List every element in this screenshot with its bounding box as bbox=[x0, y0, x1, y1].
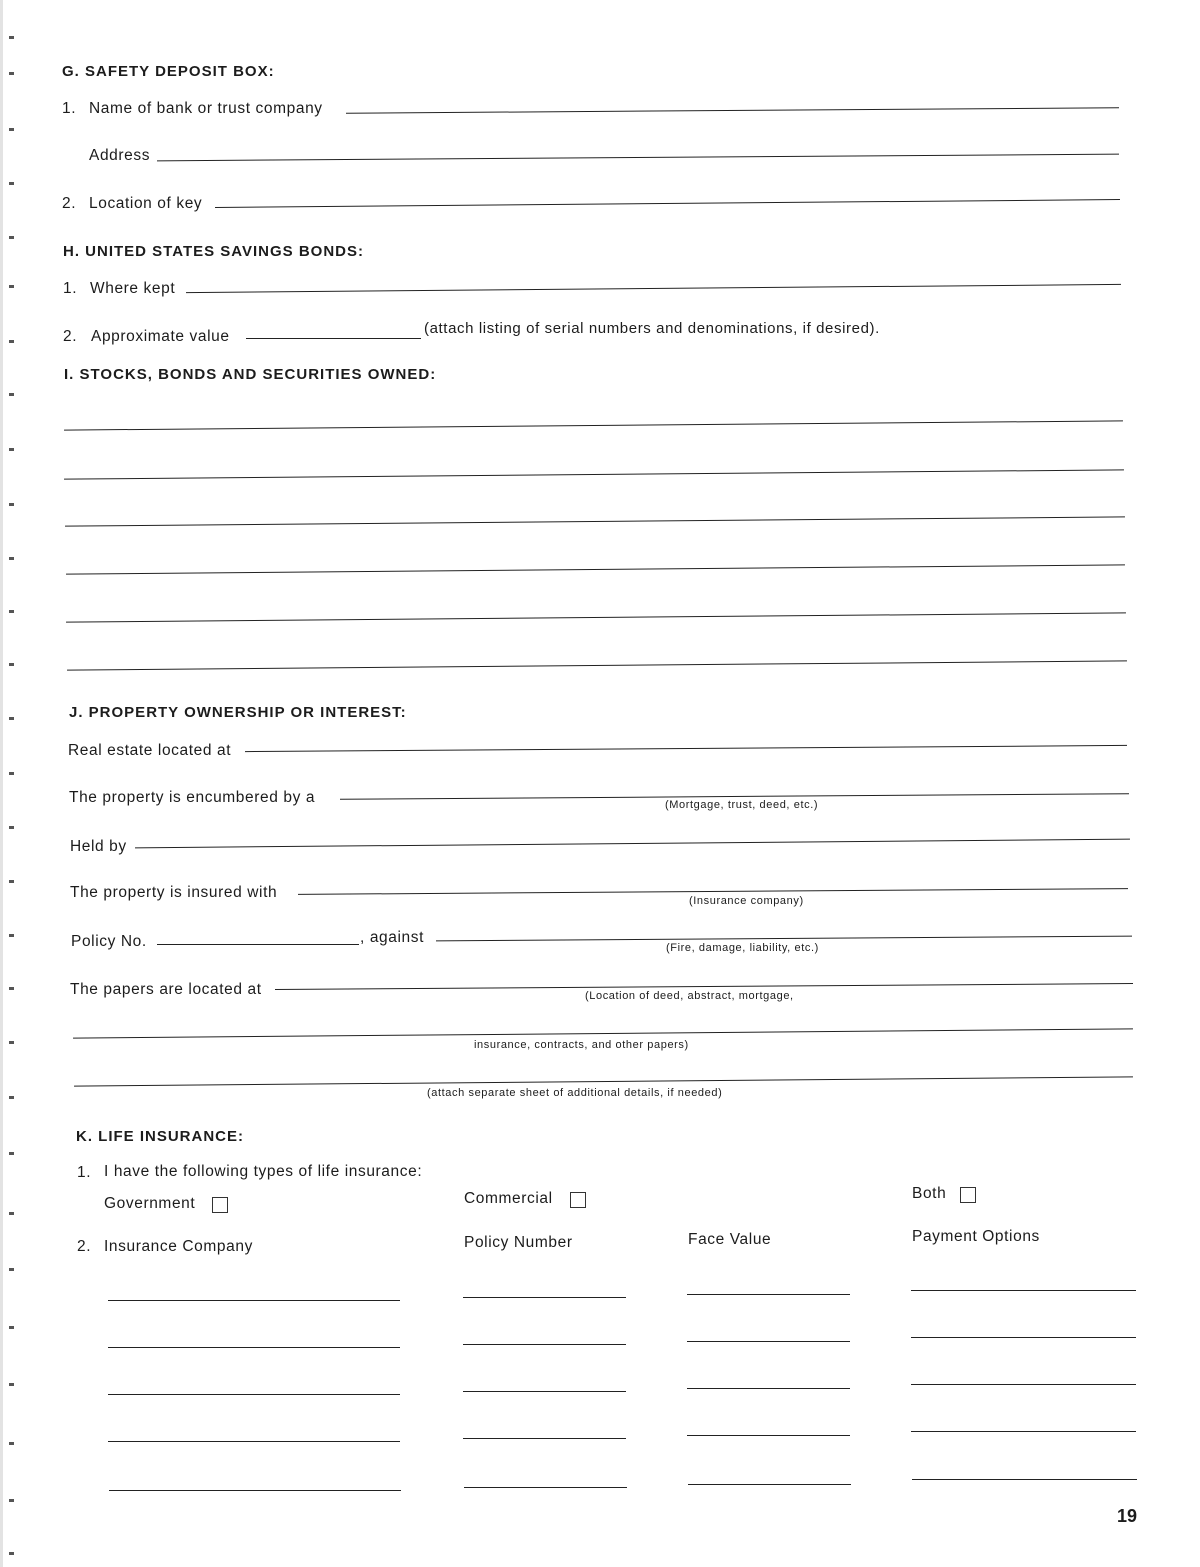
section-i-heading: I. STOCKS, BONDS AND SECURITIES OWNED: bbox=[64, 366, 437, 383]
bonds-where-kept-label: Where kept bbox=[90, 280, 176, 297]
against-label: , against bbox=[360, 929, 424, 946]
col-insurance-company: Insurance Company bbox=[104, 1238, 253, 1255]
insurance-types-label: I have the following types of life insurance: bbox=[104, 1163, 423, 1180]
policy-no-label: Policy No. bbox=[71, 933, 147, 950]
key-location-label: Location of key bbox=[89, 195, 203, 212]
item-number: 2. bbox=[62, 195, 77, 212]
page-edge bbox=[0, 0, 3, 1567]
policy-field-2[interactable] bbox=[463, 1344, 626, 1345]
securities-line-1[interactable] bbox=[64, 420, 1123, 430]
papers-location-field[interactable] bbox=[275, 983, 1133, 990]
company-field-5[interactable] bbox=[109, 1490, 401, 1491]
insured-with-label: The property is insured with bbox=[70, 884, 278, 901]
item-number: 1. bbox=[63, 280, 78, 297]
item-number: 2. bbox=[63, 328, 78, 345]
bonds-value-label: Approximate value bbox=[91, 328, 230, 345]
face-field-5[interactable] bbox=[688, 1484, 851, 1485]
payment-field-1[interactable] bbox=[911, 1290, 1136, 1291]
col-policy-number: Policy Number bbox=[464, 1234, 573, 1251]
papers-location-label: The papers are located at bbox=[70, 981, 262, 998]
securities-line-2[interactable] bbox=[64, 469, 1124, 479]
against-field[interactable] bbox=[436, 936, 1132, 942]
section-g-heading: G. SAFETY DEPOSIT BOX: bbox=[62, 63, 275, 80]
key-location-field[interactable] bbox=[215, 199, 1120, 208]
company-field-2[interactable] bbox=[108, 1347, 400, 1348]
policy-field-4[interactable] bbox=[463, 1438, 626, 1439]
real-estate-label: Real estate located at bbox=[68, 742, 232, 759]
commercial-label: Commercial bbox=[464, 1190, 553, 1207]
bank-name-field[interactable] bbox=[346, 107, 1119, 113]
policy-field-1[interactable] bbox=[463, 1297, 626, 1298]
both-checkbox[interactable] bbox=[960, 1187, 976, 1203]
against-caption: (Fire, damage, liability, etc.) bbox=[666, 942, 819, 954]
face-field-4[interactable] bbox=[687, 1435, 850, 1436]
held-by-field[interactable] bbox=[135, 839, 1130, 849]
additional-details-caption: (attach separate sheet of additional details, if needed) bbox=[427, 1087, 723, 1099]
papers-caption: insurance, contracts, and other papers) bbox=[474, 1039, 689, 1051]
commercial-checkbox[interactable] bbox=[570, 1192, 586, 1208]
bonds-where-kept-field[interactable] bbox=[186, 284, 1121, 293]
policy-field-3[interactable] bbox=[463, 1391, 626, 1392]
section-h-heading: H. UNITED STATES SAVINGS BONDS: bbox=[63, 243, 365, 260]
col-face-value: Face Value bbox=[688, 1231, 772, 1248]
address-label: Address bbox=[89, 147, 151, 164]
both-label: Both bbox=[912, 1185, 947, 1202]
face-field-2[interactable] bbox=[687, 1341, 850, 1342]
company-field-4[interactable] bbox=[108, 1441, 400, 1442]
insured-with-caption: (Insurance company) bbox=[689, 895, 804, 907]
col-payment-options: Payment Options bbox=[912, 1228, 1040, 1245]
papers-location-field-2[interactable] bbox=[73, 1028, 1133, 1038]
policy-field-5[interactable] bbox=[464, 1487, 627, 1488]
real-estate-field[interactable] bbox=[245, 745, 1127, 752]
company-field-1[interactable] bbox=[108, 1300, 400, 1301]
payment-field-4[interactable] bbox=[911, 1431, 1136, 1432]
face-field-3[interactable] bbox=[687, 1388, 850, 1389]
policy-no-field[interactable] bbox=[157, 944, 359, 945]
item-number: 2. bbox=[77, 1238, 92, 1255]
papers-caption: (Location of deed, abstract, mortgage, bbox=[585, 990, 794, 1002]
item-number: 1. bbox=[77, 1164, 92, 1181]
securities-line-3[interactable] bbox=[65, 516, 1125, 526]
section-j-heading: J. PROPERTY OWNERSHIP OR INTEREST: bbox=[69, 704, 407, 721]
face-field-1[interactable] bbox=[687, 1294, 850, 1295]
papers-location-field-3[interactable] bbox=[74, 1076, 1133, 1086]
payment-field-3[interactable] bbox=[911, 1384, 1136, 1385]
government-checkbox[interactable] bbox=[212, 1197, 228, 1213]
securities-line-5[interactable] bbox=[66, 612, 1126, 622]
company-field-3[interactable] bbox=[108, 1394, 400, 1395]
page-number: 19 bbox=[1117, 1506, 1138, 1526]
encumbered-label: The property is encumbered by a bbox=[69, 789, 316, 806]
bonds-value-note: (attach listing of serial numbers and denominations, if desired). bbox=[424, 320, 880, 337]
government-label: Government bbox=[104, 1195, 196, 1212]
section-k-heading: K. LIFE INSURANCE: bbox=[76, 1128, 244, 1145]
bank-name-label: Name of bank or trust company bbox=[89, 100, 323, 117]
securities-line-6[interactable] bbox=[67, 660, 1127, 670]
payment-field-5[interactable] bbox=[912, 1479, 1137, 1480]
encumbered-caption: (Mortgage, trust, deed, etc.) bbox=[665, 799, 819, 811]
securities-line-4[interactable] bbox=[66, 564, 1125, 574]
held-by-label: Held by bbox=[70, 838, 127, 855]
item-number: 1. bbox=[62, 100, 77, 117]
payment-field-2[interactable] bbox=[911, 1337, 1136, 1338]
insured-with-field[interactable] bbox=[298, 888, 1128, 895]
bonds-value-field[interactable] bbox=[246, 338, 421, 339]
address-field[interactable] bbox=[157, 154, 1119, 162]
